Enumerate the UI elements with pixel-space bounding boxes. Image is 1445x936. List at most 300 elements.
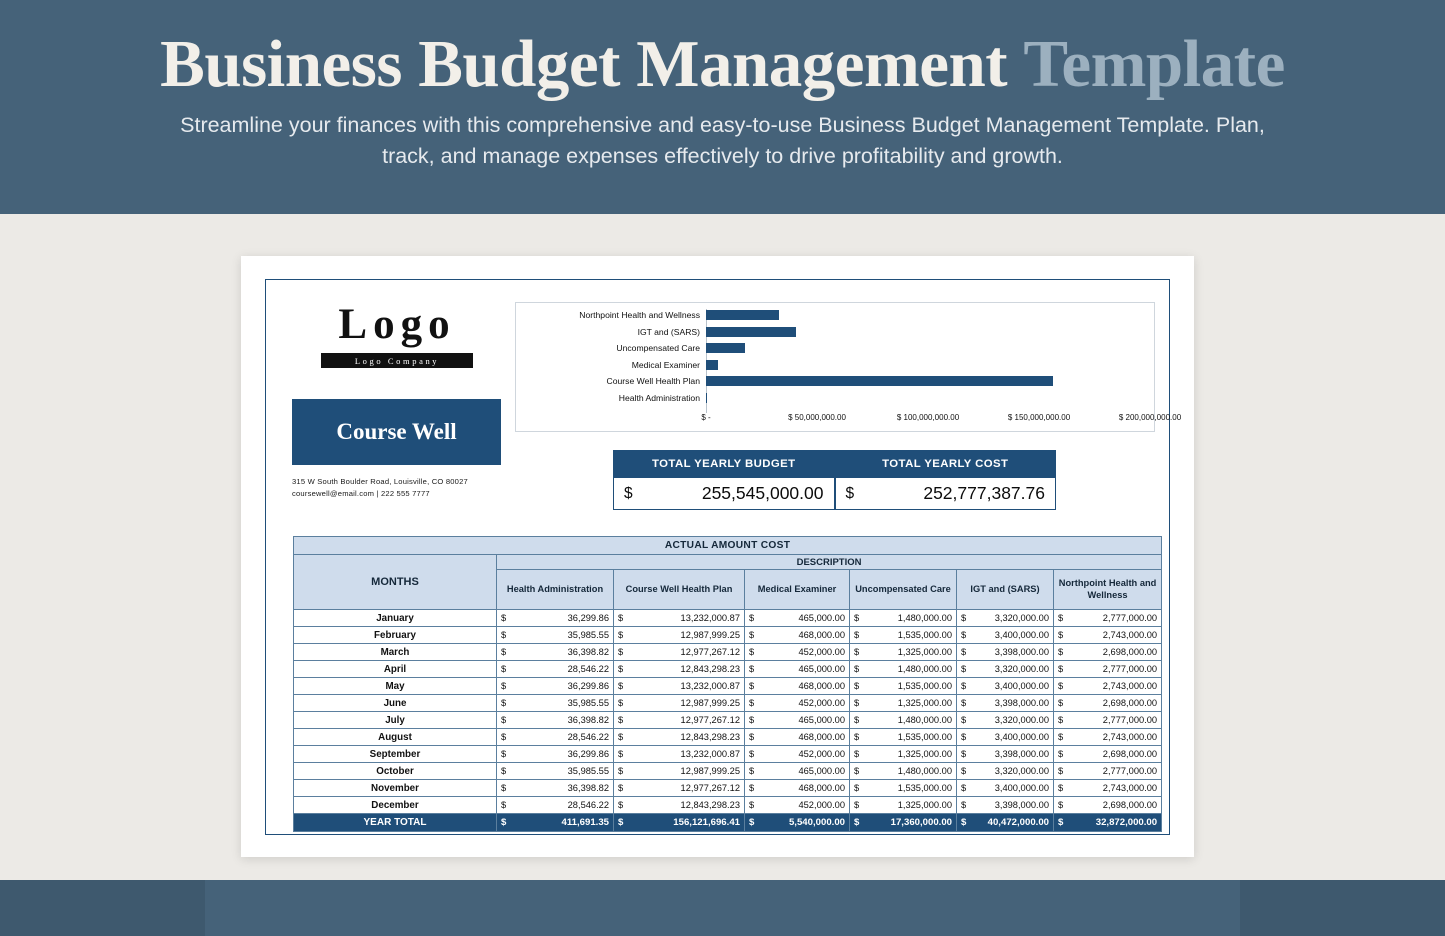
- currency-symbol: $: [854, 715, 860, 725]
- table-row: [294, 780, 1162, 797]
- chart-category-label: Health Administration: [618, 392, 700, 403]
- currency-symbol: $: [1058, 817, 1064, 828]
- chart-bar: [706, 310, 779, 320]
- currency-symbol: $: [618, 630, 624, 640]
- amount-cell: [497, 610, 614, 627]
- amount-value: 468,000.00: [798, 732, 845, 742]
- amount-value: 1,535,000.00: [897, 732, 952, 742]
- amount-value: 28,546.22: [567, 800, 609, 810]
- total-yearly-cost-value-cell: [835, 477, 1057, 510]
- currency-symbol: $: [1058, 732, 1064, 742]
- page-title-light: Template: [1023, 27, 1285, 101]
- table-banner-row: [294, 537, 1162, 555]
- company-name: Course Well: [336, 419, 457, 444]
- currency-symbol: $: [961, 647, 967, 657]
- currency-symbol: $: [618, 800, 624, 810]
- spreadsheet-frame: [265, 279, 1182, 835]
- amount-cell: [850, 627, 957, 644]
- amount-cell: [497, 695, 614, 712]
- month-label: May: [294, 678, 497, 695]
- totals-value-row: [613, 477, 1056, 510]
- month-label: October: [294, 763, 497, 780]
- amount-value: 12,977,267.12: [680, 715, 740, 725]
- amount-cell: [745, 610, 850, 627]
- chart-bar-track: [706, 390, 1150, 407]
- currency-symbol: $: [624, 484, 633, 502]
- currency-symbol: $: [749, 664, 755, 674]
- amount-cell: [957, 729, 1054, 746]
- amount-value: 13,232,000.87: [680, 749, 740, 759]
- amount-cell: [497, 780, 614, 797]
- footer-right-accent: [1240, 880, 1445, 936]
- chart-x-tick-labels: [700, 413, 1182, 427]
- currency-symbol: $: [961, 800, 967, 810]
- amount-cell: [745, 729, 850, 746]
- currency-symbol: $: [854, 766, 860, 776]
- amount-value: 2,698,000.00: [1102, 800, 1158, 810]
- amount-value: 465,000.00: [798, 715, 845, 725]
- currency-symbol: $: [501, 732, 507, 742]
- amount-cell: [957, 797, 1054, 814]
- company-address: [292, 476, 552, 500]
- amount-cell: [614, 712, 745, 729]
- amount-value: 156,121,696.41: [673, 817, 740, 828]
- chart-tick-label: $ 150,000,000.00: [1007, 413, 1071, 422]
- chart-row: [516, 357, 1154, 374]
- currency-symbol: $: [749, 817, 755, 828]
- currency-symbol: $: [961, 613, 967, 623]
- amount-value: 468,000.00: [798, 630, 845, 640]
- amount-value: 36,398.82: [567, 783, 609, 793]
- amount-cell: [614, 678, 745, 695]
- table-row: [294, 627, 1162, 644]
- address-line-2: coursewell@email.com | 222 555 7777: [292, 489, 430, 499]
- amount-cell: [497, 729, 614, 746]
- amount-value: 36,398.82: [567, 715, 609, 725]
- currency-symbol: $: [501, 613, 507, 623]
- amount-value: 12,977,267.12: [680, 783, 740, 793]
- chart-row: [516, 324, 1154, 341]
- amount-cell: [850, 695, 957, 712]
- amount-value: 3,400,000.00: [994, 681, 1049, 691]
- currency-symbol: $: [618, 698, 624, 708]
- amount-cell: [614, 763, 745, 780]
- amount-cell: [614, 627, 745, 644]
- logo: [292, 303, 502, 368]
- total-yearly-budget-label: TOTAL YEARLY BUDGET: [613, 450, 835, 477]
- column-header-3: Medical Examiner: [745, 570, 850, 610]
- amount-value: 35,985.55: [567, 698, 609, 708]
- amount-value: 3,320,000.00: [994, 664, 1049, 674]
- amount-cell: [850, 644, 957, 661]
- chart-category-label: IGT and (SARS): [637, 326, 700, 337]
- currency-symbol: $: [618, 647, 624, 657]
- amount-cell: [850, 729, 957, 746]
- currency-symbol: $: [854, 783, 860, 793]
- amount-cell: [957, 763, 1054, 780]
- amount-cell: [1054, 678, 1162, 695]
- amount-value: 2,743,000.00: [1102, 783, 1158, 793]
- amount-value: 2,777,000.00: [1102, 715, 1158, 725]
- currency-symbol: $: [854, 749, 860, 759]
- amount-value: 1,535,000.00: [897, 783, 952, 793]
- currency-symbol: $: [961, 698, 967, 708]
- currency-symbol: $: [501, 698, 507, 708]
- currency-symbol: $: [501, 800, 507, 810]
- currency-symbol: $: [1058, 715, 1064, 725]
- amount-cell: [745, 695, 850, 712]
- total-yearly-budget-value: 255,545,000.00: [701, 483, 824, 503]
- currency-symbol: $: [961, 630, 967, 640]
- amount-value: 1,325,000.00: [897, 749, 952, 759]
- chart-tick-label: $ 50,000,000.00: [788, 413, 846, 422]
- amount-value: 2,698,000.00: [1102, 749, 1158, 759]
- amount-cell: [497, 763, 614, 780]
- table-row: [294, 695, 1162, 712]
- company-name-box: [292, 399, 501, 465]
- month-label: August: [294, 729, 497, 746]
- chart-tick-label: $ -: [701, 413, 711, 422]
- currency-symbol: $: [501, 681, 507, 691]
- amount-value: 1,535,000.00: [897, 681, 952, 691]
- amount-value: 3,400,000.00: [994, 783, 1049, 793]
- amount-cell: [614, 610, 745, 627]
- currency-symbol: $: [961, 749, 967, 759]
- currency-symbol: $: [961, 681, 967, 691]
- currency-symbol: $: [854, 681, 860, 691]
- amount-value: 28,546.22: [567, 732, 609, 742]
- currency-symbol: $: [1058, 698, 1064, 708]
- months-header: MONTHS: [294, 555, 497, 610]
- amount-value: 452,000.00: [798, 800, 845, 810]
- currency-symbol: $: [854, 732, 860, 742]
- currency-symbol: $: [854, 817, 860, 828]
- amount-cell: [745, 678, 850, 695]
- month-label: June: [294, 695, 497, 712]
- amount-value: 2,698,000.00: [1102, 698, 1158, 708]
- amount-cell: [1054, 712, 1162, 729]
- chart-category-label: Uncompensated Care: [616, 343, 700, 354]
- chart-row: [516, 373, 1154, 390]
- chart-category-label: Northpoint Health and Wellness: [579, 310, 700, 321]
- amount-value: 28,546.22: [567, 664, 609, 674]
- chart-bar: [706, 327, 796, 337]
- currency-symbol: $: [618, 783, 624, 793]
- currency-symbol: $: [501, 715, 507, 725]
- totals-header-row: [613, 450, 1056, 477]
- amount-value: 17,360,000.00: [890, 817, 952, 828]
- currency-symbol: $: [1058, 783, 1064, 793]
- amount-cell: [614, 661, 745, 678]
- amount-cell: [497, 814, 614, 832]
- currency-symbol: $: [961, 817, 967, 828]
- amount-cell: [745, 661, 850, 678]
- currency-symbol: $: [749, 732, 755, 742]
- page-subtitle: Streamline your finances with this comprehensive and easy-to-use Business Budget Management Template. Plan, track, and manage expenses effectively to drive profitability and growth.: [180, 113, 1265, 168]
- chart-category-label: Course Well Health Plan: [606, 376, 700, 387]
- currency-symbol: $: [749, 630, 755, 640]
- amount-value: 1,325,000.00: [897, 800, 952, 810]
- amount-cell: [850, 678, 957, 695]
- amount-cell: [614, 780, 745, 797]
- table-row: [294, 610, 1162, 627]
- column-header-5: IGT and (SARS): [957, 570, 1054, 610]
- amount-value: 2,698,000.00: [1102, 647, 1158, 657]
- amount-cell: [1054, 661, 1162, 678]
- chart-bar: [706, 360, 718, 370]
- description-banner: DESCRIPTION: [497, 555, 1162, 570]
- currency-symbol: $: [749, 681, 755, 691]
- amount-cell: [614, 797, 745, 814]
- column-header-2: Course Well Health Plan: [614, 570, 745, 610]
- month-label: March: [294, 644, 497, 661]
- amount-value: 13,232,000.87: [680, 681, 740, 691]
- currency-symbol: $: [618, 613, 624, 623]
- amount-value: 36,299.86: [567, 681, 609, 691]
- amount-value: 452,000.00: [798, 749, 845, 759]
- amount-cell: [850, 712, 957, 729]
- table-row: [294, 661, 1162, 678]
- amount-cell: [497, 644, 614, 661]
- amount-cell: [957, 746, 1054, 763]
- currency-symbol: $: [961, 766, 967, 776]
- chart-bar-track: [706, 307, 1150, 324]
- amount-value: 32,872,000.00: [1095, 817, 1158, 828]
- currency-symbol: $: [749, 698, 755, 708]
- amount-cell: [1054, 797, 1162, 814]
- amount-value: 1,480,000.00: [897, 766, 952, 776]
- currency-symbol: $: [501, 664, 507, 674]
- table-description-row: [294, 555, 1162, 570]
- month-label: February: [294, 627, 497, 644]
- actual-amount-cost-table: [293, 536, 1162, 832]
- amount-value: 1,325,000.00: [897, 647, 952, 657]
- amount-cell: [745, 746, 850, 763]
- month-label: July: [294, 712, 497, 729]
- chart-tick-label: $ 200,000,000.00: [1118, 413, 1182, 422]
- amount-value: 1,480,000.00: [897, 613, 952, 623]
- amount-cell: [850, 610, 957, 627]
- amount-value: 465,000.00: [798, 766, 845, 776]
- amount-value: 3,320,000.00: [994, 715, 1049, 725]
- table-row: [294, 644, 1162, 661]
- column-header-4: Uncompensated Care: [850, 570, 957, 610]
- amount-cell: [745, 627, 850, 644]
- table-row: [294, 746, 1162, 763]
- amount-value: 452,000.00: [798, 698, 845, 708]
- amount-cell: [614, 746, 745, 763]
- amount-value: 3,398,000.00: [994, 698, 1049, 708]
- amount-value: 12,843,298.23: [680, 800, 740, 810]
- amount-value: 12,987,999.25: [680, 630, 740, 640]
- chart-bar-track: [706, 357, 1150, 374]
- currency-symbol: $: [1058, 800, 1064, 810]
- logo-word: Logo: [338, 301, 456, 348]
- amount-cell: [1054, 780, 1162, 797]
- amount-cell: [957, 627, 1054, 644]
- currency-symbol: $: [854, 664, 860, 674]
- amount-cell: [497, 746, 614, 763]
- total-yearly-cost-label: TOTAL YEARLY COST: [835, 450, 1057, 477]
- currency-symbol: $: [961, 715, 967, 725]
- address-line-1: 315 W South Boulder Road, Louisville, CO 80027: [292, 477, 468, 486]
- amount-cell: [745, 797, 850, 814]
- currency-symbol: $: [749, 715, 755, 725]
- amount-cell: [957, 678, 1054, 695]
- amount-cell: [745, 814, 850, 832]
- year-total-label: YEAR TOTAL: [294, 814, 497, 832]
- amount-cell: [850, 763, 957, 780]
- amount-value: 2,743,000.00: [1102, 681, 1158, 691]
- currency-symbol: $: [854, 613, 860, 623]
- amount-value: 12,987,999.25: [680, 766, 740, 776]
- amount-value: 2,743,000.00: [1102, 630, 1158, 640]
- actual-amount-cost-banner: ACTUAL AMOUNT COST: [294, 537, 1162, 555]
- currency-symbol: $: [501, 647, 507, 657]
- currency-symbol: $: [845, 484, 855, 502]
- table-row: [294, 678, 1162, 695]
- amount-value: 13,232,000.87: [680, 613, 740, 623]
- currency-symbol: $: [1058, 766, 1064, 776]
- amount-value: 3,400,000.00: [994, 732, 1049, 742]
- currency-symbol: $: [1058, 647, 1064, 657]
- amount-value: 36,398.82: [567, 647, 609, 657]
- column-header-1: Health Administration: [497, 570, 614, 610]
- month-label: November: [294, 780, 497, 797]
- amount-cell: [850, 814, 957, 832]
- amount-value: 36,299.86: [567, 613, 609, 623]
- currency-symbol: $: [749, 783, 755, 793]
- currency-symbol: $: [1058, 630, 1064, 640]
- chart-category-label: Medical Examiner: [631, 359, 700, 370]
- amount-cell: [1054, 610, 1162, 627]
- page-title: [160, 28, 1285, 100]
- amount-value: 2,777,000.00: [1102, 766, 1158, 776]
- amount-cell: [850, 797, 957, 814]
- amount-value: 3,398,000.00: [994, 800, 1049, 810]
- amount-cell: [957, 610, 1054, 627]
- month-label: September: [294, 746, 497, 763]
- currency-symbol: $: [961, 732, 967, 742]
- amount-value: 5,540,000.00: [788, 817, 845, 828]
- amount-cell: [850, 780, 957, 797]
- table-body: [294, 610, 1162, 832]
- currency-symbol: $: [618, 817, 624, 828]
- amount-value: 3,320,000.00: [994, 766, 1049, 776]
- currency-symbol: $: [1058, 681, 1064, 691]
- currency-symbol: $: [749, 800, 755, 810]
- page-title-strong: Business Budget Management: [160, 27, 1008, 101]
- amount-cell: [614, 644, 745, 661]
- month-label: April: [294, 661, 497, 678]
- amount-value: 3,398,000.00: [994, 647, 1049, 657]
- amount-cell: [957, 814, 1054, 832]
- currency-symbol: $: [1058, 613, 1064, 623]
- cost-table-wrapper: [293, 536, 1158, 832]
- yearly-totals: [613, 450, 1056, 510]
- amount-value: 12,977,267.12: [680, 647, 740, 657]
- currency-symbol: $: [618, 766, 624, 776]
- budget-bar-chart: [515, 302, 1182, 432]
- amount-value: 3,398,000.00: [994, 749, 1049, 759]
- amount-cell: [497, 661, 614, 678]
- table-row: [294, 763, 1162, 780]
- amount-value: 2,743,000.00: [1102, 732, 1158, 742]
- currency-symbol: $: [749, 749, 755, 759]
- amount-cell: [497, 797, 614, 814]
- chart-row: [516, 340, 1154, 357]
- amount-value: 2,777,000.00: [1102, 613, 1158, 623]
- amount-value: 468,000.00: [798, 783, 845, 793]
- amount-value: 411,691.35: [561, 817, 609, 828]
- currency-symbol: $: [501, 749, 507, 759]
- amount-value: 12,843,298.23: [680, 732, 740, 742]
- document-sheet: [241, 256, 1194, 857]
- amount-cell: [497, 678, 614, 695]
- chart-row: [516, 307, 1154, 324]
- total-yearly-cost-value: 252,777,387.76: [923, 483, 1045, 503]
- amount-cell: [614, 814, 745, 832]
- amount-value: 465,000.00: [798, 613, 845, 623]
- amount-cell: [957, 780, 1054, 797]
- amount-cell: [1054, 746, 1162, 763]
- amount-cell: [1054, 763, 1162, 780]
- amount-cell: [957, 644, 1054, 661]
- total-yearly-budget-value-cell: [613, 477, 835, 510]
- amount-value: 3,400,000.00: [994, 630, 1049, 640]
- chart-bar-track: [706, 373, 1150, 390]
- currency-symbol: $: [618, 715, 624, 725]
- amount-cell: [497, 712, 614, 729]
- amount-value: 468,000.00: [798, 681, 845, 691]
- amount-cell: [745, 644, 850, 661]
- amount-cell: [745, 712, 850, 729]
- amount-cell: [745, 780, 850, 797]
- currency-symbol: $: [961, 664, 967, 674]
- amount-cell: [957, 712, 1054, 729]
- currency-symbol: $: [1058, 664, 1064, 674]
- amount-value: 35,985.55: [567, 766, 609, 776]
- amount-cell: [1054, 627, 1162, 644]
- amount-value: 1,325,000.00: [897, 698, 952, 708]
- amount-value: 1,480,000.00: [897, 715, 952, 725]
- amount-cell: [1054, 644, 1162, 661]
- amount-cell: [850, 661, 957, 678]
- chart-bar: [706, 343, 745, 353]
- table-row: [294, 729, 1162, 746]
- currency-symbol: $: [854, 698, 860, 708]
- amount-value: 1,535,000.00: [897, 630, 952, 640]
- currency-symbol: $: [961, 783, 967, 793]
- chart-rows: [516, 307, 1154, 406]
- amount-cell: [497, 627, 614, 644]
- amount-cell: [1054, 814, 1162, 832]
- header-banner: [0, 0, 1445, 214]
- amount-value: 35,985.55: [567, 630, 609, 640]
- currency-symbol: $: [501, 783, 507, 793]
- amount-cell: [745, 763, 850, 780]
- chart-bar: [706, 376, 1053, 386]
- currency-symbol: $: [854, 800, 860, 810]
- amount-cell: [850, 746, 957, 763]
- column-header-6: Northpoint Health and Wellness: [1054, 570, 1162, 610]
- currency-symbol: $: [618, 732, 624, 742]
- month-label: December: [294, 797, 497, 814]
- currency-symbol: $: [749, 766, 755, 776]
- amount-cell: [957, 695, 1054, 712]
- currency-symbol: $: [854, 630, 860, 640]
- table-row: [294, 712, 1162, 729]
